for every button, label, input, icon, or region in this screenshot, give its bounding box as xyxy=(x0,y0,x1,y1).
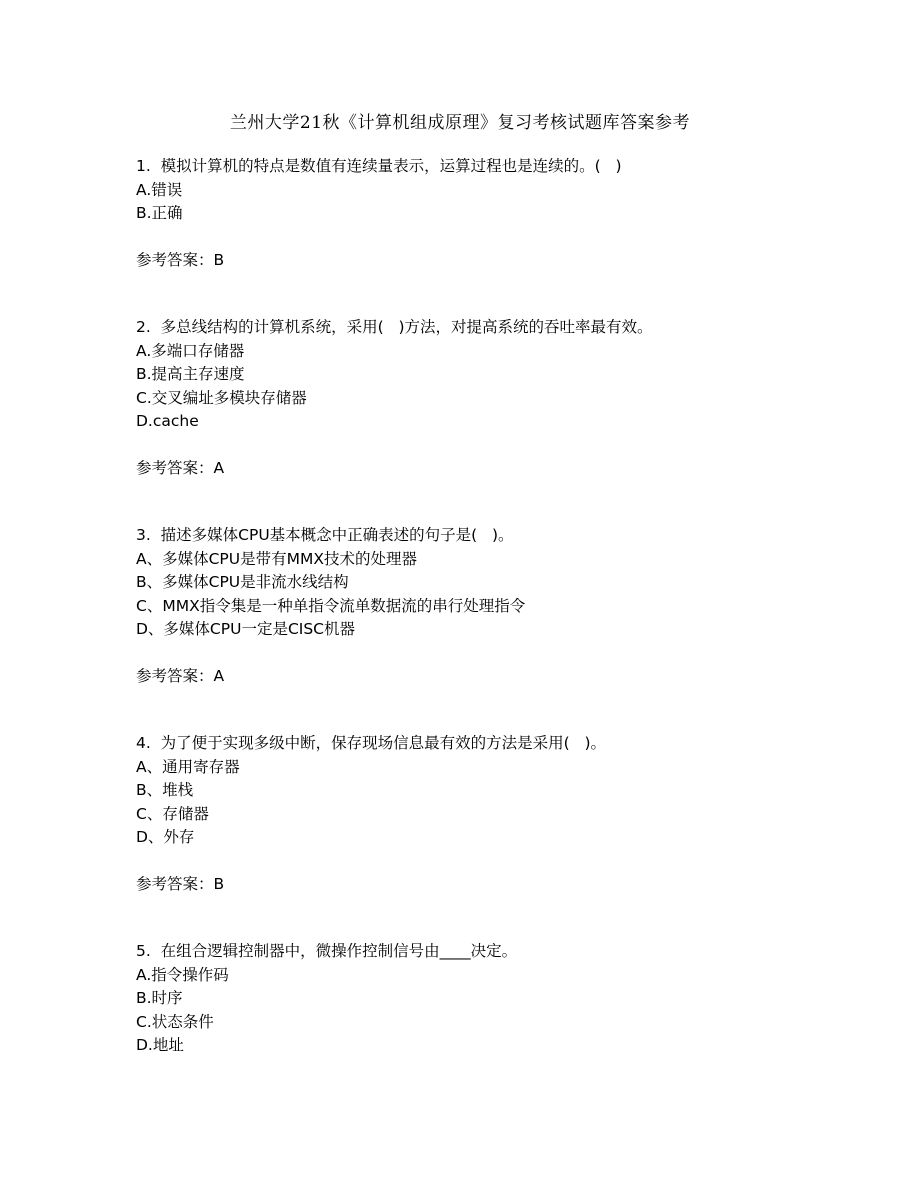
option-b: B.正确 xyxy=(136,204,183,222)
option-a: A.多端口存储器 xyxy=(136,341,245,360)
answer: 参考答案：B xyxy=(136,251,225,269)
question-stem: 2. 多总线结构的计算机系统，采用( )方法，对提高系统的吞吐率最有效。 xyxy=(136,318,653,336)
answer: 参考答案：A xyxy=(136,459,225,477)
question-stem: 3. 描述多媒体CPU基本概念中正确表述的句子是( )。 xyxy=(136,526,514,544)
question-stem: 1. 模拟计算机的特点是数值有连续量表示，运算过程也是连续的。( ) xyxy=(136,157,622,175)
question-stem: 5. 在组合逻辑控制器中，微操作控制信号由____决定。 xyxy=(136,942,518,960)
document-title: 兰州大学21秋《计算机组成原理》复习考核试题库答案参考 xyxy=(229,113,691,133)
option-b: B、多媒体CPU是非流水线结构 xyxy=(136,573,349,591)
question-1 xyxy=(136,155,836,273)
option-b: B.时序 xyxy=(136,989,183,1007)
option-a: A.错误 xyxy=(136,180,183,199)
option-d: D、外存 xyxy=(136,828,195,846)
option-b: B、堆栈 xyxy=(136,781,194,799)
option-a: A、多媒体CPU是带有MMX技术的处理器 xyxy=(136,549,417,568)
question-4 xyxy=(136,732,836,897)
question-5 xyxy=(136,940,836,1058)
question-stem: 4. 为了便于实现多级中断，保存现场信息最有效的方法是采用( )。 xyxy=(136,734,607,752)
option-d: D、多媒体CPU一定是CISC机器 xyxy=(136,620,356,638)
answer: 参考答案：A xyxy=(136,667,225,685)
option-c: C.状态条件 xyxy=(136,1012,214,1031)
option-d: D.cache xyxy=(136,412,199,430)
option-a: A、通用寄存器 xyxy=(136,757,240,776)
option-c: C.交叉编址多模块存储器 xyxy=(136,388,307,407)
option-c: C、存储器 xyxy=(136,804,209,823)
option-d: D.地址 xyxy=(136,1036,184,1054)
question-3 xyxy=(136,524,836,689)
option-a: A.指令操作码 xyxy=(136,965,229,984)
option-b: B.提高主存速度 xyxy=(136,365,245,383)
answer: 参考答案：B xyxy=(136,875,225,893)
option-c: C、MMX指令集是一种单指令流单数据流的串行处理指令 xyxy=(136,596,526,615)
question-2 xyxy=(136,316,836,481)
